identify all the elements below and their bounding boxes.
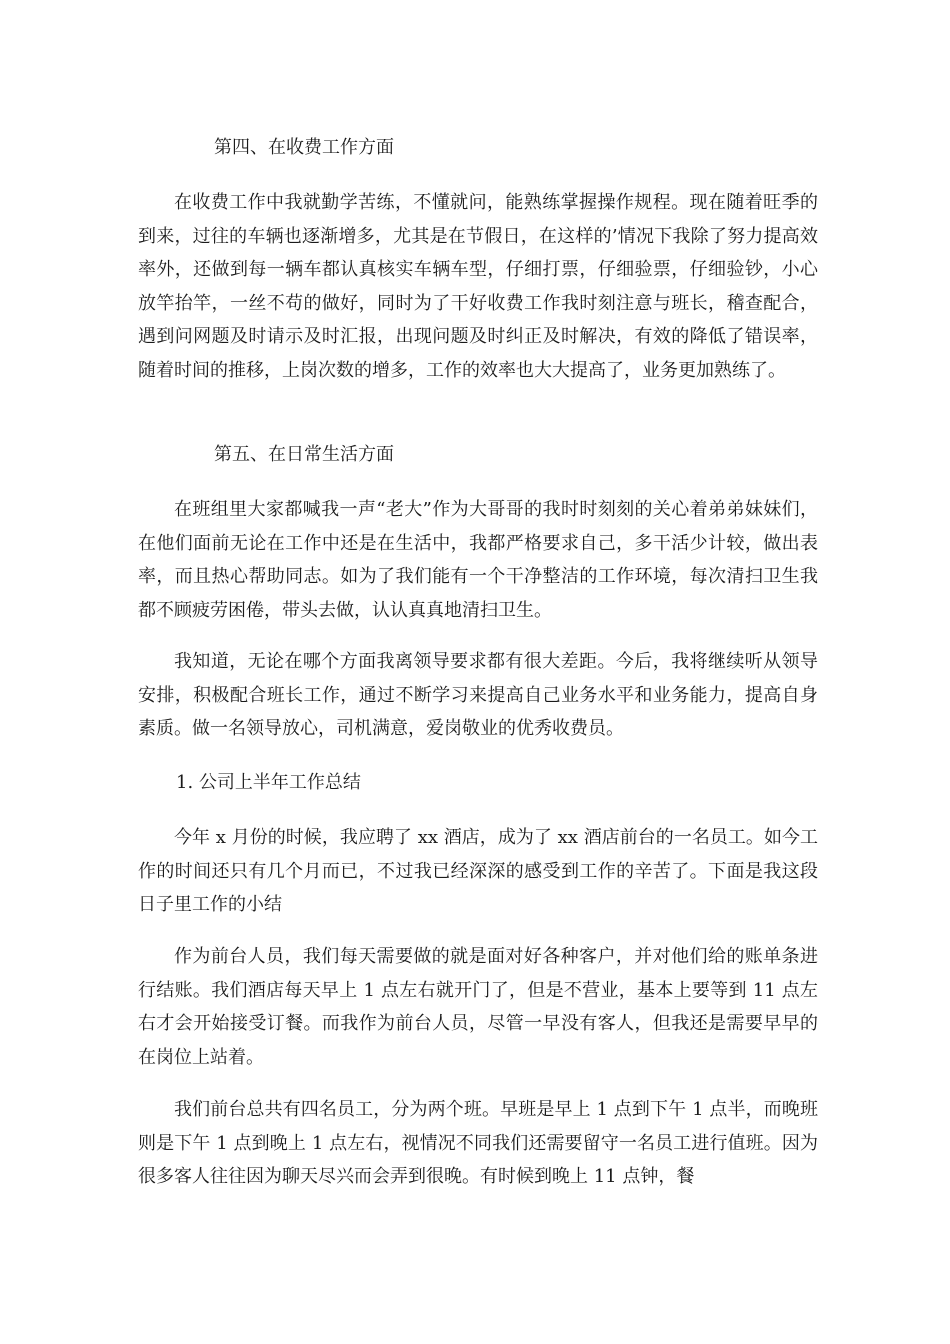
paragraph-hotel-intro: 今年 x 月份的时候，我应聘了 xx 酒店，成为了 xx 酒店前台的一名员工。如今工作的时间还只有几个月而已，不过我已经深深的感受到工作的辛苦了。下面是我这段日子里工作的小结	[138, 827, 818, 915]
section-heading-half-year-summary: 1. 公司上半年工作总结	[176, 772, 361, 793]
section-heading-daily-life: 第五、在日常生活方面	[214, 444, 394, 465]
paragraph-fee-work: 在收费工作中我就勤学苦练，不懂就问，能熟练掌握操作规程。现在随着旺季的到来，过往的车辆也逐渐增多，尤其是在节假日，在这样的’情况下我除了努力提高效率外，还做到每一辆车都认真核实车辆车型，仔细打票，仔细验票，仔细验钞，小心放竿抬竿，一丝不苟的做好，同时为了干好收费工作我时刻注意与班长，稽查配合，遇到问网题及时请示及时汇报，出现问题及时纠正及时解决，有效的降低了错误率，随着时间的推移，上岗次数的增多，工作的效率也大大提高了，业务更加熟练了。	[138, 192, 818, 381]
paragraph-daily-life: 在班组里大家都喊我一声“老大”作为大哥哥的我时时刻刻的关心着弟弟妹妹们，在他们面前无论在工作中还是在生活中，我都严格要求自己，多干活少计较，做出表率，而且热心帮助同志。如为了我们能有一个干净整洁的工作环境，每次清扫卫生我都不顾疲劳困倦，带头去做，认认真真地清扫卫生。	[138, 499, 818, 621]
paragraph-front-desk-duty: 作为前台人员，我们每天需要做的就是面对好各种客户，并对他们给的账单条进行结账。我们酒店每天早上 1 点左右就开门了，但是不营业，基本上要等到 11 点左右才会开始接受订餐。而我作为前台人员，尽管一早没有客人，但我还是需要早早的在岗位上站着。	[138, 946, 818, 1068]
paragraph-shift-schedule: 我们前台总共有四名员工，分为两个班。早班是早上 1 点到下午 1 点半，而晚班则是下午 1 点到晚上 1 点左右，视情况不同我们还需要留守一名员工进行值班。因为很多客人往往因为聊天尽兴而会弄到很晚。有时候到晚上 11 点钟，餐	[138, 1099, 818, 1187]
section-heading-fee-work: 第四、在收费工作方面	[214, 137, 394, 158]
paragraph-future-plan: 我知道，无论在哪个方面我离领导要求都有很大差距。今后，我将继续听从领导安排，积极配合班长工作，通过不断学习来提高自己业务水平和业务能力，提高自身素质。做一名领导放心，司机满意，爱岗敬业的优秀收费员。	[138, 651, 818, 739]
